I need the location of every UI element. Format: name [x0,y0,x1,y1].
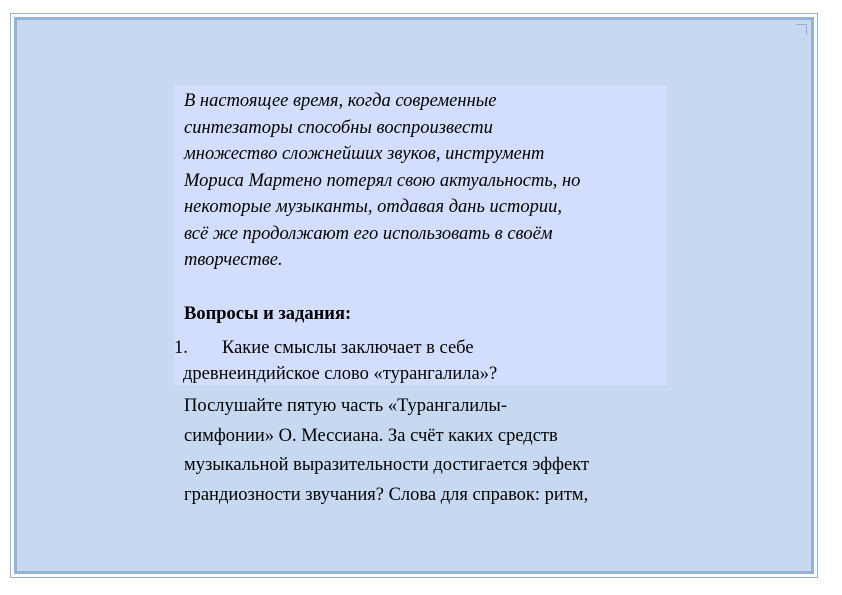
corner-mark [796,24,807,35]
questions-heading: Вопросы и задания: [184,304,352,324]
intro-line: Мориса Мартено потерял свою актуальность, но [184,170,581,191]
intro-line: синтезаторы способны воспроизвести [184,117,493,138]
question-number: 1. [174,338,188,358]
intro-line: некоторые музыканты, отдавая дань истории, [184,197,562,217]
intro-line: всё же продолжают его использовать в своём [184,223,553,244]
intro-line: творчестве. [184,250,283,270]
intro-line: множество сложнейших звуков, инструмент [184,144,545,164]
task-line: музыкальной выразительности достигается эффект [184,455,590,475]
question-line: Какие смыслы заключает в себе [222,338,474,358]
task-line: Послушайте пятую часть «Турангалилы- [184,396,508,416]
intro-paragraph [184,88,664,274]
intro-line: В настоящее время, когда современные [184,91,497,111]
question-line: древнеиндийское слово «турангалила»? [183,364,498,384]
task-line: грандиозности звучания? Слова для справок: ритм, [184,484,589,505]
task-line: симфонии» О. Мессиана. За счёт каких средств [184,425,558,446]
task-paragraph [184,392,684,510]
